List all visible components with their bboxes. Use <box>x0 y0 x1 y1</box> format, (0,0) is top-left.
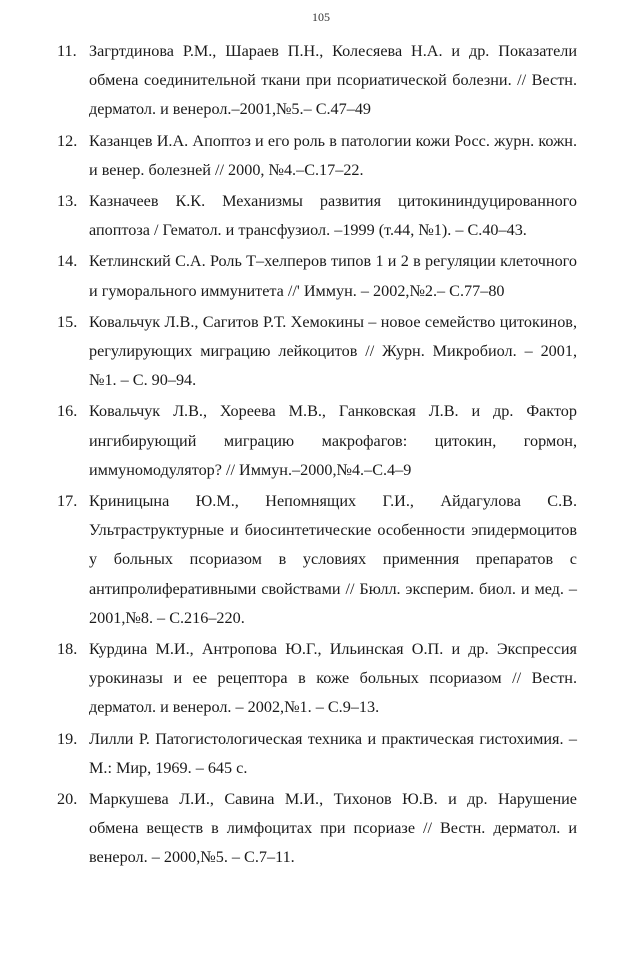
reference-number: 15. <box>57 312 78 331</box>
reference-item <box>57 487 577 633</box>
reference-text: Ковальчук Л.В., Хореева М.В., Ганковская Л.В. и др. Фактор ингибирующий миграцию макрофагов: цитокин, гормон, иммуномодулятор? // Иммун.–2000,№4.–С.4–9 <box>89 402 577 479</box>
reference-list <box>57 37 577 875</box>
reference-number: 16. <box>57 402 78 421</box>
reference-text: Курдина М.И., Антропова Ю.Г., Ильинская О.П. и др. Экспрессия урокиназы и ее рецептора в коже больных псориазом // Вестн. дерматол. и венерол. – 2002,№1. – С.9–13. <box>89 640 577 717</box>
reference-text: Казначеев К.К. Механизмы развития цитокининдуцированного апоптоза / Гематол. и трансфузиол. –1999 (т.44, №1). – С.40–43. <box>89 192 577 240</box>
reference-number: 11. <box>57 42 77 60</box>
reference-number: 12. <box>57 131 78 150</box>
reference-item <box>57 247 577 305</box>
reference-item <box>57 187 577 245</box>
reference-text: Лилли Р. Патогистологическая техника и практическая гистохимия. – М.: Мир, 1969. – 645 с. <box>89 729 577 777</box>
reference-number: 19. <box>57 729 78 748</box>
reference-number: 18. <box>57 640 78 659</box>
page-number: 105 <box>312 10 330 24</box>
reference-item <box>57 785 577 873</box>
reference-number: 17. <box>57 492 78 511</box>
reference-item <box>57 635 577 723</box>
reference-item <box>57 127 577 185</box>
reference-item <box>57 308 577 396</box>
reference-text: Ковальчук Л.В., Сагитов Р.Т. Хемокины – новое семейство цитокинов, регулирующих миграцию лейкоцитов // Журн. Микробиол. – 2001, №1. – С. 90–94. <box>89 312 577 390</box>
reference-text: Маркушева Л.И., Савина М.И., Тихонов Ю.В. и др. Нарушение обмена веществ в лимфоцитах при псориазе // Вестн. дерматол. и венерол. – 2000,№5. – С.7–11. <box>89 790 577 867</box>
reference-item <box>57 37 577 125</box>
reference-text: Казанцев И.А. Апоптоз и его роль в патологии кожи Росс. журн. кожн. и венер. болезней // 2000, №4.–С.17–22. <box>89 131 577 179</box>
reference-item <box>57 397 577 485</box>
reference-text: Загртдинова Р.М., Шараев П.Н., Колесяева Н.А. и др. Показатели обмена соединительной ткани при псориатической болезни. // Вестн. дерматол. и венерол.–2001,№5.– С.47–49 <box>89 42 577 119</box>
reference-text: Кетлинский С.А. Роль Т–хелперов типов 1 и 2 в регуляции клеточного и гуморального иммунитета //' Иммун. – 2002,№2.– С.77–80 <box>89 252 577 300</box>
reference-number: 13. <box>57 192 78 211</box>
reference-item <box>57 725 577 783</box>
reference-text: Криницына Ю.М., Непомнящих Г.И., Айдагулова С.В. Ультраструктурные и биосинтетические особенности эпидермоцитов у больных псориазом в условиях применния препаратов с антипролиферативными свойствами // Бюлл. эксперим. биол. и мед. – 2001,№8. – С.216–220. <box>89 492 577 627</box>
reference-number: 20. <box>57 790 78 809</box>
reference-number: 14. <box>57 252 78 271</box>
